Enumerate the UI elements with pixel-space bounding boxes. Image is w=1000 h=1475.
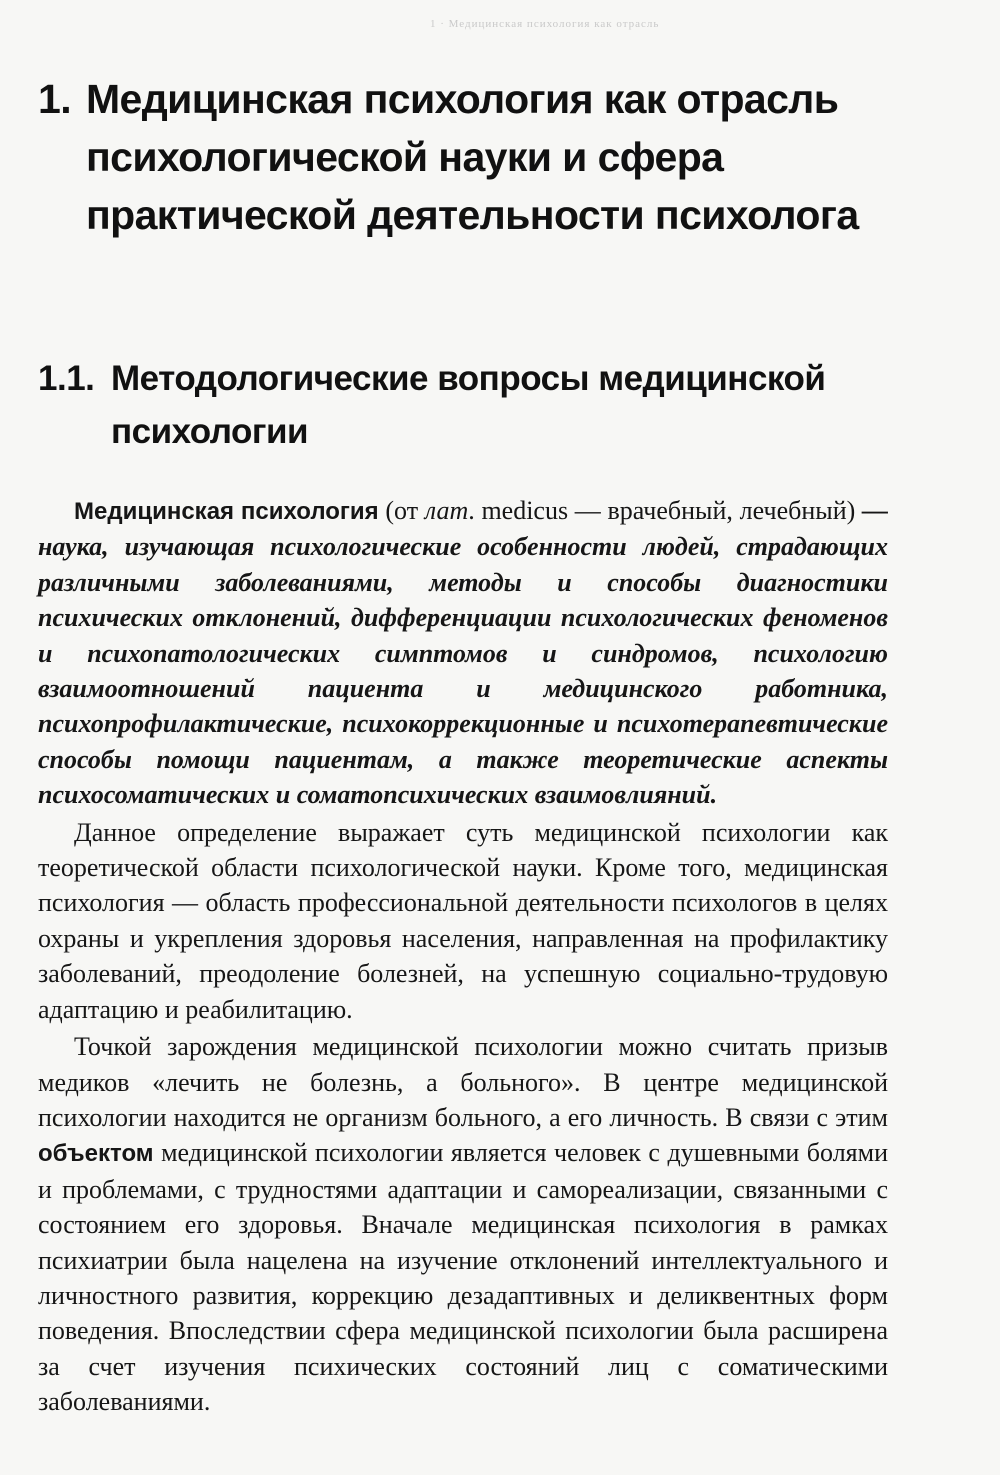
paragraph-2: Данное определение выражает суть медицинской психологии как теоретической области психологической науки. Кроме того, медицинская психология — область профессиональной деятельности психологов в целях охраны и укрепления здоровья населения, направленная на профилактику заболеваний, преодоление болезней, на успешную социально-трудовую адаптацию и реабилитацию.: [38, 817, 888, 1024]
etymology-lat: лат: [424, 496, 469, 525]
paragraph-3-after: медицинской психологии является человек с душевными болями и проблемами, с трудностями адаптации и самореализации, связанными с состоянием его здоровья. Вначале медицинская психология в рамках психиатрии была нацелена на изучение отклонений интеллектуального и личностного развития, коррекцию дезадаптивных и деликвентных форм поведения. Впоследствии сфера медицинской психологии была расширена за счет изучения психических состояний лиц с соматическими заболеваниями.: [38, 1138, 888, 1417]
definition-text: — наука, изучающая психологические особенности людей, страдающих различными заболеваниями, методы и способы диагностики психических отклонений, дифференциации психологических феноменов и психопатологических симптомов и синдромов, психологию взаимоотношений пациента и медицинского работника, психопрофилактические, психокоррекционные и психотерапевтические способы помощи пациентам, а также теоретические аспекты психосоматических и соматопсихических взаимовлияний.: [38, 496, 889, 810]
section-number: 1.1.: [38, 359, 95, 398]
section-title: [38, 352, 938, 458]
section-title-line-2: психологии: [111, 412, 308, 451]
chapter-title-line-1: Медицинская психология как отрасль: [86, 76, 839, 122]
paragraph-3-before: Точкой зарождения медицинской психологии можно считать призыв медиков «лечить не болезнь, а больного». В центре медицинской психологии находится не организм больного, а его личность. В связи с этим: [38, 1032, 888, 1132]
chapter-number: 1.: [38, 76, 71, 122]
paragraph-3: [38, 1029, 888, 1419]
etymology-latin-word: . medicus — врачебный, лечебный): [468, 496, 863, 525]
term-medical-psychology: Медицинская психология: [74, 498, 379, 525]
definition-paragraph: [38, 493, 888, 813]
running-header: 1 · Медицинская психология как отрасль: [430, 18, 660, 30]
etymology-from: (от: [378, 496, 425, 525]
chapter-title: [38, 70, 948, 244]
chapter-title-line-2: психологической науки и сфера: [86, 134, 724, 180]
section-title-line-1: Методологические вопросы медицинской: [111, 359, 826, 398]
chapter-title-line-3: практической деятельности психолога: [86, 192, 859, 238]
body-text: [38, 493, 888, 1420]
object-term: объектом: [38, 1140, 154, 1168]
